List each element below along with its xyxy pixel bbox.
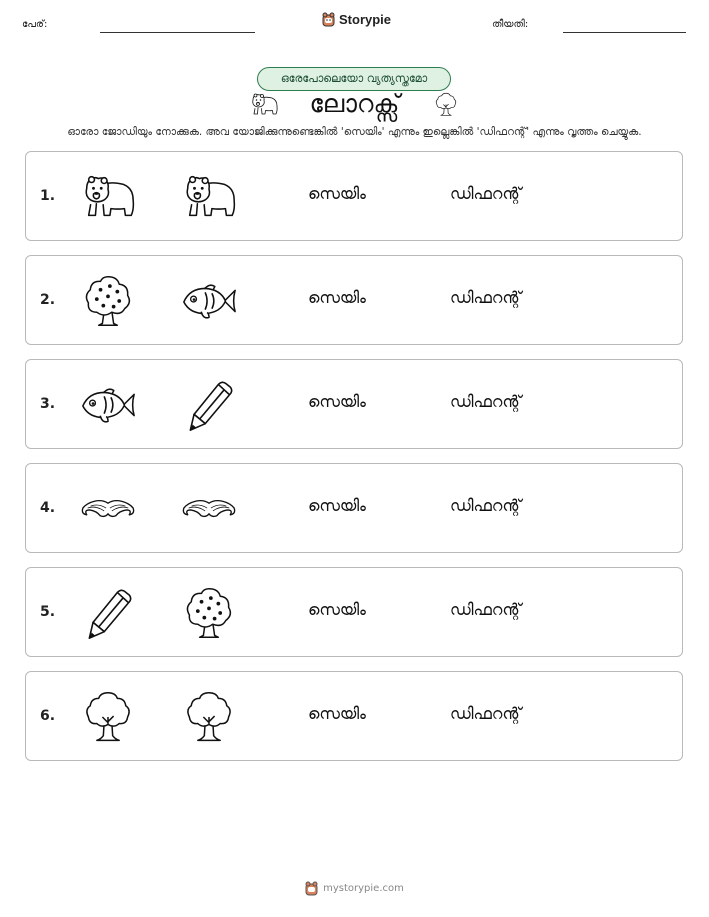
different-option[interactable]: ഡിഫറന്റ് — [450, 184, 522, 203]
question-row-3 — [25, 359, 683, 449]
brand-name: Storypie — [339, 12, 392, 27]
different-option[interactable]: ഡിഫറന്റ് — [450, 392, 522, 411]
date-label: തീയതി: — [492, 19, 529, 30]
footer-url[interactable]: mystorypie.com — [323, 883, 404, 894]
same-option[interactable]: സെയിം — [308, 600, 366, 619]
different-option[interactable]: ഡിഫറന്റ് — [450, 704, 522, 723]
same-option[interactable]: സെയിം — [308, 496, 366, 515]
question-row-1 — [25, 151, 683, 241]
subtitle-badge: ഒരേപോലെയോ വ്യത്യസ്തമോ — [257, 67, 451, 91]
question-number: 3. — [40, 396, 56, 412]
name-line[interactable] — [100, 32, 255, 33]
pencil-icon — [79, 585, 137, 641]
storypie-brand — [322, 12, 391, 27]
storypie-logo-icon — [322, 12, 335, 27]
bear-icon — [79, 169, 137, 225]
mustache-icon — [180, 481, 238, 537]
question-row-5 — [25, 567, 683, 657]
different-option[interactable]: ഡിഫറന്റ് — [450, 288, 522, 307]
fish-icon — [180, 273, 238, 329]
page-title: ലോറക്സ് — [309, 89, 400, 118]
same-option[interactable]: സെയിം — [308, 704, 366, 723]
different-option[interactable]: ഡിഫറന്റ് — [450, 496, 522, 515]
pencil-icon — [180, 377, 238, 433]
question-number: 5. — [40, 604, 56, 620]
question-row-4 — [25, 463, 683, 553]
name-label: പേര്: — [22, 19, 48, 30]
bear-icon — [180, 169, 238, 225]
same-option[interactable]: സെയിം — [308, 392, 366, 411]
question-row-6 — [25, 671, 683, 761]
question-row-2 — [25, 255, 683, 345]
tree-icon — [433, 91, 459, 118]
date-line[interactable] — [563, 32, 686, 33]
tree-icon — [180, 689, 238, 745]
question-number: 2. — [40, 292, 56, 308]
question-number: 4. — [40, 500, 56, 516]
different-option[interactable]: ഡിഫറന്റ് — [450, 600, 522, 619]
instruction-text: ഓരോ ജോഡിയും നോക്കുക. അവ യോജിക്കുന്നുണ്ടെങ്കിൽ 'സെയിം' എന്നും ഇല്ലെങ്കിൽ 'ഡിഫറന്റ്' എന്നും വൃത്തം ചെയ്യുക. — [67, 126, 642, 138]
storypie-logo-icon — [305, 881, 318, 896]
question-number: 1. — [40, 188, 56, 204]
footer — [0, 881, 709, 896]
same-option[interactable]: സെയിം — [308, 288, 366, 307]
same-option[interactable]: സെയിം — [308, 184, 366, 203]
fruit-tree-icon — [79, 273, 137, 329]
tree-icon — [79, 689, 137, 745]
fish-icon — [79, 377, 137, 433]
question-number: 6. — [40, 708, 56, 724]
fruit-tree-icon — [180, 585, 238, 641]
mustache-icon — [79, 481, 137, 537]
